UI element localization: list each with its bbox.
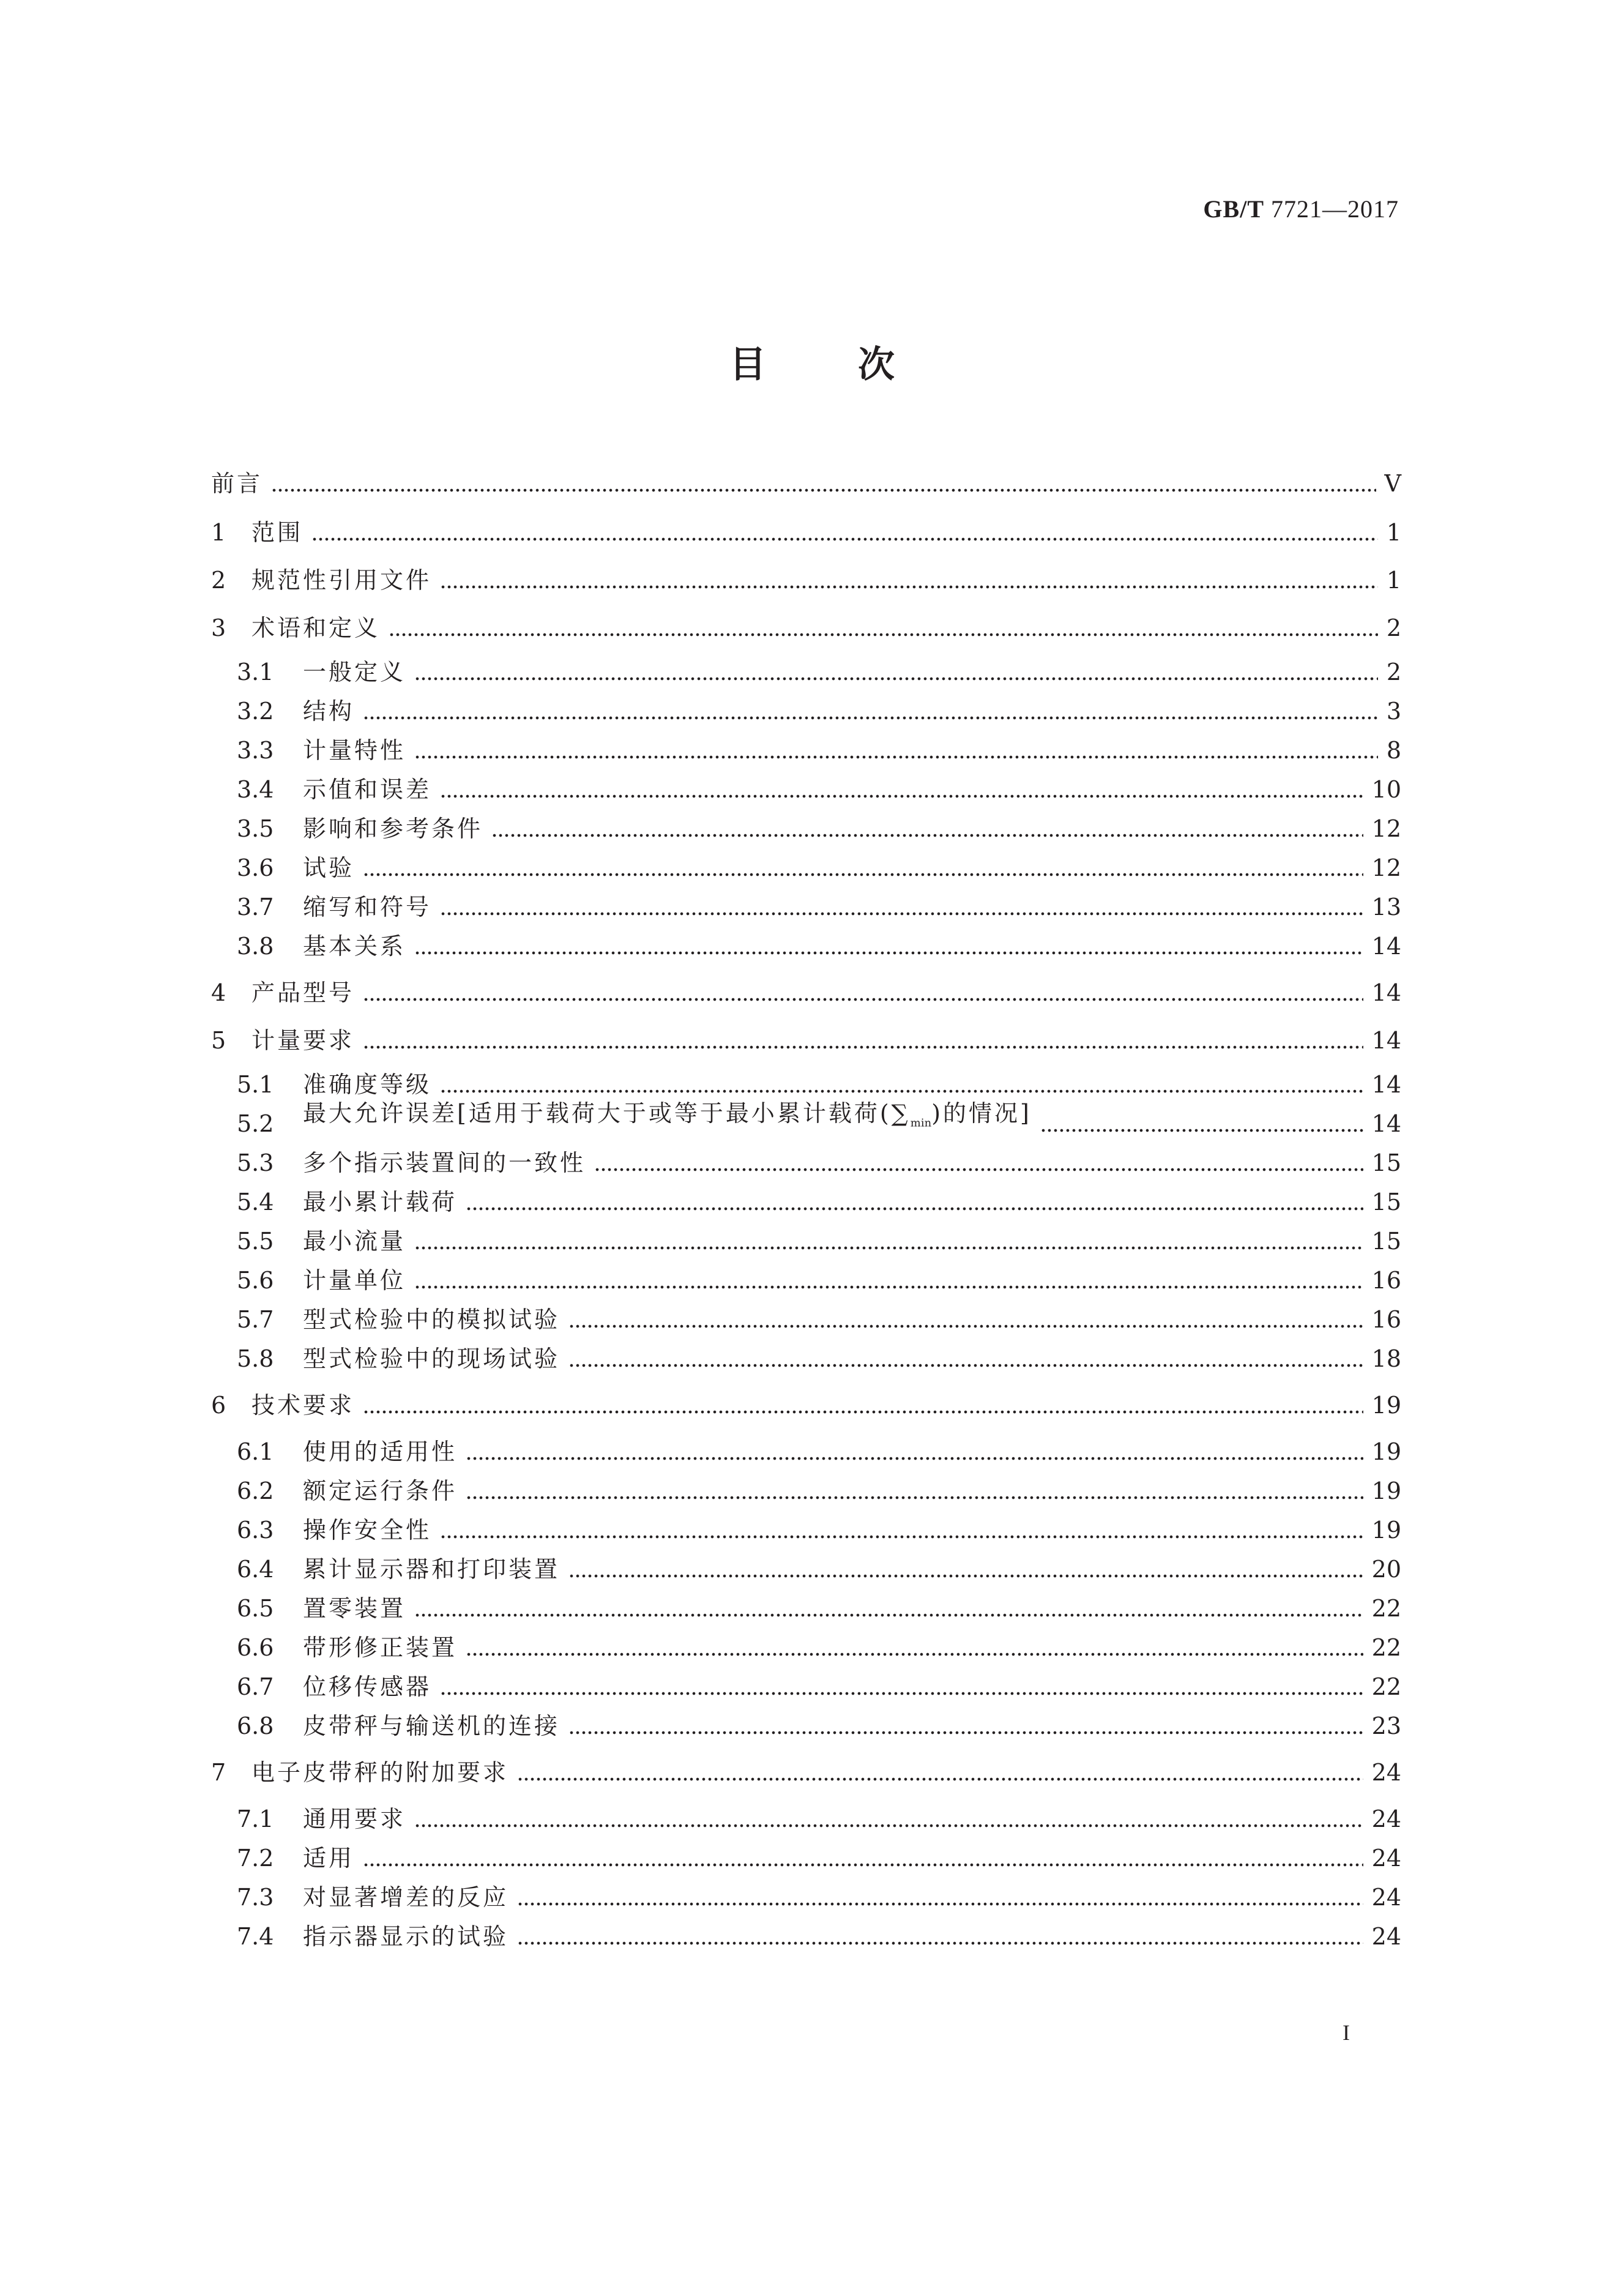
dot-leader [414,951,1363,955]
toc-entry[interactable] [237,928,1401,965]
toc-entry-number: 7.3 [237,1884,274,1911]
toc-entry[interactable] [237,1223,1401,1260]
toc-entry-page: 22 [1371,1634,1401,1661]
toc-entry[interactable] [237,1100,1401,1142]
page-title: 目次 [729,343,986,386]
toc-entry-number: 6.1 [237,1438,274,1465]
dot-leader [363,1045,1363,1049]
toc-entry-title [303,1801,406,1837]
toc-entry-title [303,1590,406,1627]
toc-entry[interactable] [237,1590,1401,1627]
toc-entry-title [303,810,483,847]
toc-entry-title [303,1840,354,1877]
toc-entry-title-text: 术语和定义 [251,614,381,641]
toc-entry-page: 16 [1371,1267,1401,1294]
toc-entry-title [251,562,431,599]
toc-entry-number: 6 [211,1392,226,1419]
toc-entry-number: 3.4 [237,776,274,803]
toc-entry-title [303,1145,586,1181]
toc-entry-page: 22 [1371,1673,1401,1700]
toc-entry-title [303,1629,457,1666]
toc-entry-page: 20 [1371,1556,1401,1583]
toc-entry-page: 2 [1386,614,1401,641]
toc-entry-page: 12 [1371,854,1401,881]
toc-entry-title [303,1262,406,1299]
toc-entry-title [303,771,431,808]
toc-entry-page: 10 [1371,776,1401,803]
toc-entry-title-text: 型式检验中的模拟试验 [303,1306,561,1333]
toc-entry-page: 18 [1371,1345,1401,1372]
toc-entry-page: 14 [1371,1027,1401,1054]
toc-entry-number: 5.5 [237,1228,274,1255]
toc-entry-title-text: 计量要求 [251,1027,355,1054]
toc-entry-page: 14 [1371,933,1401,960]
toc-entry-page: 3 [1386,698,1401,725]
toc-entry-title [303,693,354,730]
toc-entry[interactable] [237,1918,1401,1955]
dot-leader [466,1207,1363,1211]
toc-entry-number: 3 [211,614,226,641]
toc-entry-page: 15 [1371,1149,1401,1176]
toc-entry-title-text: 试验 [303,854,355,881]
toc-entry[interactable] [237,1433,1401,1470]
toc-entry-page: 1 [1386,567,1401,594]
page-number: I [1343,2020,1350,2045]
toc-entry-number: 1 [211,519,226,546]
toc-entry[interactable] [237,1473,1401,1509]
toc-entry-title [251,1754,508,1791]
toc-entry[interactable] [237,889,1401,925]
toc-entry-number: 3.1 [237,659,274,685]
toc-entry-title [303,1184,457,1220]
toc-entry-title-text: 一般定义 [303,659,406,685]
toc-entry-number: 3.2 [237,698,274,725]
toc-entry-title [303,1340,560,1377]
dot-leader [311,537,1378,541]
toc-entry[interactable] [237,1340,1401,1377]
dot-leader [271,488,1376,492]
standard-number [1203,195,1399,223]
toc-entry[interactable] [211,514,1401,551]
toc-entry-title-text: 影响和参考条件 [303,815,483,842]
dot-leader [466,1496,1363,1499]
toc-entry-title [303,1668,431,1705]
toc-entry-number: 4 [211,979,226,1006]
toc-entry-number: 5.7 [237,1306,274,1333]
toc-entry-number: 6.4 [237,1556,274,1583]
toc-entry-page: 15 [1371,1228,1401,1255]
dot-leader [414,1824,1363,1828]
toc-entry-title [251,610,380,646]
dot-leader [594,1168,1363,1171]
dot-leader [568,1574,1363,1578]
dot-leader [440,1089,1363,1093]
toc-entry-page: 2 [1386,659,1401,685]
standard-code: GB/T [1203,195,1264,223]
toc-entry[interactable] [237,1512,1401,1548]
toc-entry-title-text: 最大允许误差[适用于载荷大于或等于最小累计载荷(∑ [303,1100,911,1127]
dot-leader [517,1777,1363,1781]
toc-entry-number: 6.8 [237,1712,274,1739]
toc-entry-title-text: 指示器显示的试验 [303,1923,509,1950]
toc-entry-number: 6.3 [237,1517,274,1544]
toc-entry-number: 7 [211,1759,226,1786]
toc-entry-number: 7.1 [237,1806,274,1832]
toc-entry[interactable] [211,974,1401,1011]
dot-leader [466,1652,1363,1656]
toc-entry-page: 14 [1371,979,1401,1006]
toc-entry[interactable] [237,1668,1401,1705]
toc-entry-page: 15 [1371,1189,1401,1216]
toc-entry-number: 3.5 [237,815,274,842]
toc-entry-title-text: 产品型号 [251,979,355,1006]
toc-entry-title [303,1708,560,1744]
toc-entry[interactable] [211,1387,1401,1424]
toc-entry-number: 3.8 [237,933,274,960]
dot-leader [363,1410,1363,1414]
toc-entry-title [251,974,354,1011]
toc-entry-title-text: 使用的适用性 [303,1438,458,1465]
toc-entry-title-text: 皮带秤与输送机的连接 [303,1712,561,1739]
toc-entry-page: 14 [1371,1110,1401,1137]
toc-entry-page: 12 [1371,815,1401,842]
dot-leader [363,998,1363,1001]
toc-entry-title-text: 基本关系 [303,933,406,960]
dot-leader [1040,1129,1363,1132]
dot-leader [363,716,1378,720]
toc-entry-page: 24 [1371,1806,1401,1832]
dot-leader [517,1941,1363,1945]
toc-entry[interactable] [237,1301,1401,1338]
toc-entry-page: 8 [1386,737,1401,764]
toc-entry-page: 24 [1371,1759,1401,1786]
toc-entry-page: 24 [1371,1923,1401,1950]
toc-entry[interactable] [237,1145,1401,1181]
toc-entry-title-text: 缩写和符号 [303,894,432,921]
toc-entry-title-text: 置零装置 [303,1595,406,1622]
toc-entry-title-text: 范围 [251,519,304,546]
dot-leader [568,1364,1363,1367]
toc-entry-number: 5.2 [237,1110,274,1137]
toc-entry-page: 24 [1371,1845,1401,1872]
toc-entry-number: 3.6 [237,854,274,881]
toc-entry-title-text: 最小流量 [303,1228,406,1255]
dot-leader [440,1535,1363,1539]
toc-entry-title [303,1301,560,1338]
toc-entry-title-text: 位移传感器 [303,1673,432,1700]
toc-entry-title [251,1022,354,1059]
toc-entry-number: 5 [211,1027,226,1054]
toc-entry-number: 3.3 [237,737,274,764]
dot-leader [568,1324,1363,1328]
dot-leader [414,1246,1363,1250]
toc-entry-number: 6.7 [237,1673,274,1700]
toc-entry[interactable] [237,1801,1401,1837]
toc-entry-page: 19 [1371,1517,1401,1544]
toc-entry-title-text: 前言 [211,470,263,497]
toc-entry[interactable] [211,1754,1401,1791]
toc-entry-title-text: 适用 [303,1845,355,1872]
dot-leader [466,1457,1363,1460]
toc-entry-page: 23 [1371,1712,1401,1739]
toc-entry[interactable] [211,1022,1401,1059]
dot-leader [440,794,1363,798]
toc-entry-title-text: 规范性引用文件 [251,567,432,594]
toc-entry-number: 6.2 [237,1477,274,1504]
toc-entry-title-text: 多个指示装置间的一致性 [303,1149,586,1176]
toc-entry-title [303,850,354,886]
toc-entry-title-text: 电子皮带秤的附加要求 [251,1759,509,1786]
toc-entry[interactable] [237,1629,1401,1666]
toc-entry-number: 2 [211,567,226,594]
toc-entry[interactable] [237,1184,1401,1220]
toc-entry-title-text: 最小累计载荷 [303,1189,458,1216]
toc-entry-title [303,1918,508,1955]
toc-entry-title-text: 型式检验中的现场试验 [303,1345,561,1372]
toc-entry-title-text: 操作安全性 [303,1517,432,1544]
toc-entry[interactable] [237,1551,1401,1588]
toc-entry[interactable] [237,810,1401,847]
toc-entry[interactable] [211,610,1401,646]
toc-entry-title-text: 准确度等级 [303,1071,432,1098]
toc-entry-title-text: 示值和误差 [303,776,432,803]
toc-entry-title [303,1473,457,1509]
toc-entry-number: 6.5 [237,1595,274,1622]
toc-entry[interactable] [211,562,1401,599]
toc-entry-title-text: 通用要求 [303,1806,406,1832]
dot-leader [440,585,1378,589]
toc-entry-title [303,889,431,925]
toc-entry-number: 3.7 [237,894,274,921]
toc-entry-page: 13 [1371,894,1401,921]
toc-entry-title-text: 累计显示器和打印装置 [303,1556,561,1583]
toc-entry-page: 19 [1371,1392,1401,1419]
toc-entry-title-text: 带形修正装置 [303,1634,458,1661]
toc-entry-title-text: 技术要求 [251,1392,355,1419]
toc-entry-title [303,1551,560,1588]
dot-leader [414,677,1378,681]
dot-leader [363,873,1363,876]
toc-entry-number: 5.4 [237,1189,274,1216]
dot-leader [517,1902,1363,1906]
toc-entry-number: 5.6 [237,1267,274,1294]
toc-entry-title-text: 计量特性 [303,737,406,764]
toc-entry-title-text: 额定运行条件 [303,1477,458,1504]
toc-entry-page: 19 [1371,1477,1401,1504]
toc-entry[interactable] [237,654,1401,690]
toc-entry-title [303,1223,406,1260]
toc-entry-number: 5.3 [237,1149,274,1176]
toc-entry-title-text: 结构 [303,698,355,725]
toc-entry-title [303,1512,431,1548]
toc-entry-title-text: 计量单位 [303,1267,406,1294]
dot-leader [440,1692,1363,1695]
toc-entry-title [303,1095,1032,1142]
toc-entry-number: 7.2 [237,1845,274,1872]
toc-entry-page: 1 [1386,519,1401,546]
dot-leader [414,1285,1363,1289]
toc-entry[interactable] [237,693,1401,730]
toc-entry[interactable] [237,850,1401,886]
toc-entry-title-suffix: )的情况] [931,1100,1032,1127]
toc-entry-subscript: min [910,1117,932,1130]
toc-entry-page: 24 [1371,1884,1401,1911]
toc-entry-page: 16 [1371,1306,1401,1333]
dot-leader [389,633,1378,637]
toc-entry-title [251,514,303,551]
toc-entry[interactable] [237,1879,1401,1916]
toc-entry[interactable] [237,1262,1401,1299]
toc-entry-number: 7.4 [237,1923,274,1950]
toc-entry[interactable] [211,465,1401,502]
toc-entry-title [303,928,406,965]
dot-leader [568,1731,1363,1735]
dot-leader [491,834,1363,837]
toc-entry[interactable] [237,771,1401,808]
dot-leader [440,912,1363,916]
toc-entry-number: 6.6 [237,1634,274,1661]
toc-entry[interactable] [237,1840,1401,1877]
dot-leader [414,755,1378,759]
toc-entry-page: V [1384,470,1401,497]
toc-entry-title [303,654,406,690]
toc-entry[interactable] [237,1708,1401,1744]
toc-entry[interactable] [237,732,1401,769]
toc-entry-title [303,1433,457,1470]
dot-leader [414,1613,1363,1617]
toc-entry-title [303,732,406,769]
toc-entry-page: 14 [1371,1071,1401,1098]
toc-entry-title [211,465,263,502]
toc-entry-title [251,1387,354,1424]
toc-entry-number: 5.1 [237,1071,274,1098]
dot-leader [363,1863,1363,1867]
toc-entry-title [303,1879,508,1916]
toc-entry-number: 5.8 [237,1345,274,1372]
toc-entry-page: 22 [1371,1595,1401,1622]
standard-year: 7721—2017 [1271,195,1399,223]
toc-entry-title-text: 对显著增差的反应 [303,1884,509,1911]
toc-entry-page: 19 [1371,1438,1401,1465]
